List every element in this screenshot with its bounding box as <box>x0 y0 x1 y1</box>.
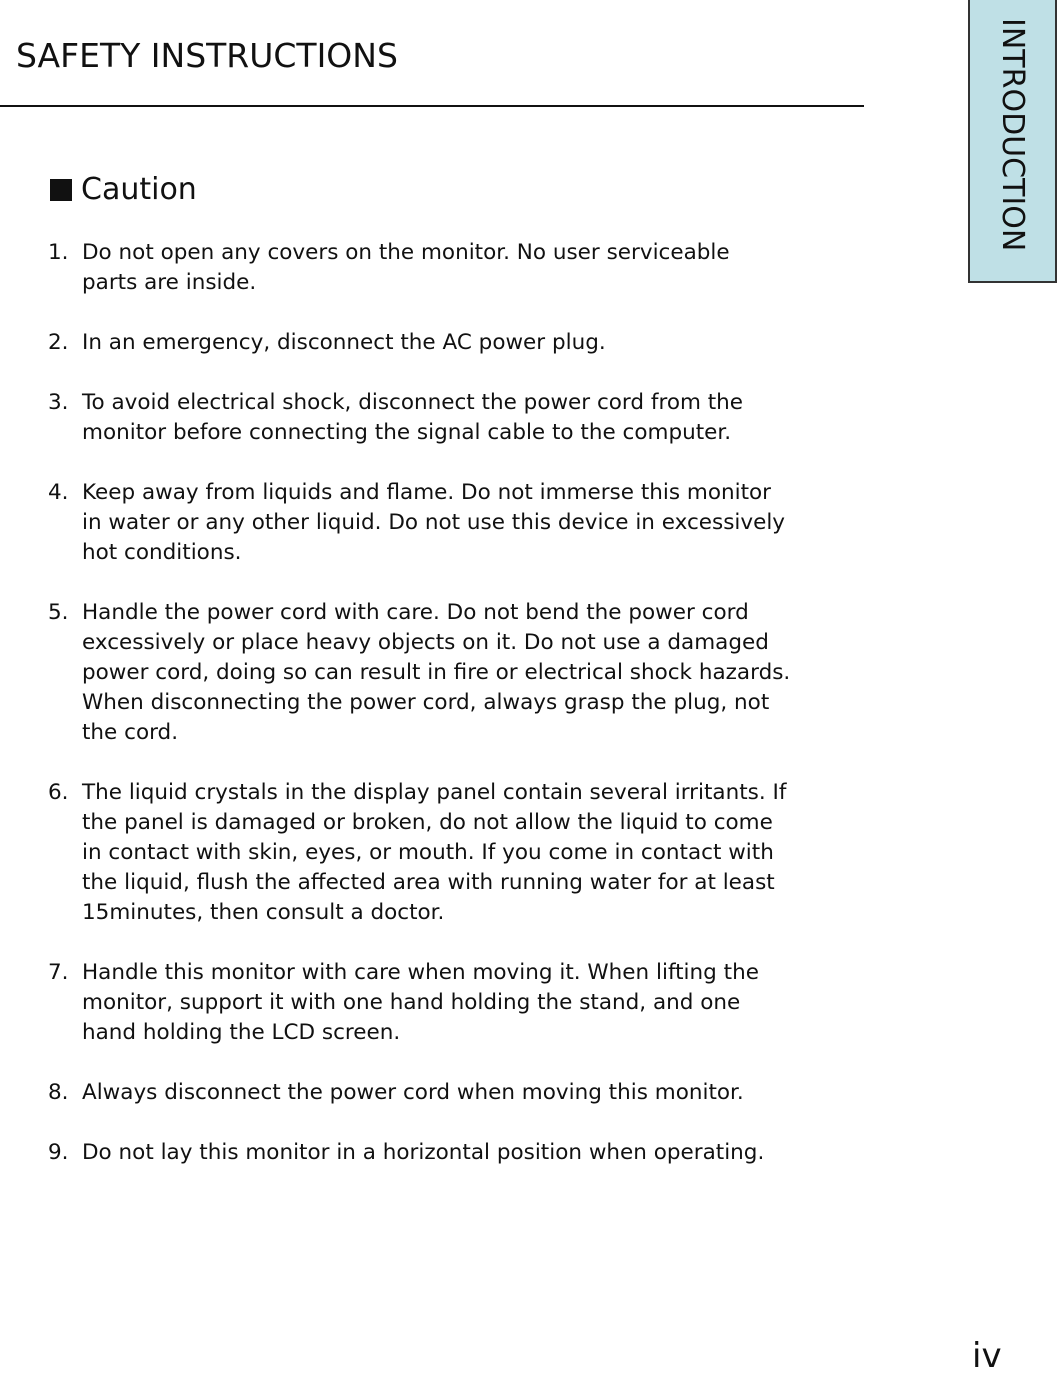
item-text-line: the liquid, flush the affected area with running water for at least <box>82 870 775 895</box>
item-text <box>80 478 878 568</box>
item-text-line: The liquid crystals in the display panel contain several irritants. If <box>82 780 787 805</box>
list-item <box>48 1078 878 1108</box>
title-divider <box>0 105 864 107</box>
item-text-line: monitor before connecting the signal cable to the computer. <box>82 420 732 445</box>
item-text-line: hot conditions. <box>82 540 242 565</box>
list-item <box>48 598 878 748</box>
item-number: 7. <box>48 960 69 985</box>
page-title: SAFETY INSTRUCTIONS <box>16 36 398 75</box>
item-text-line: in water or any other liquid. Do not use this device in excessively <box>82 510 786 535</box>
list-item <box>48 328 878 358</box>
page-number: iv <box>972 1336 1002 1376</box>
item-text-line: monitor, support it with one hand holding the stand, and one <box>82 990 741 1015</box>
item-text <box>80 1078 878 1108</box>
list-item <box>48 1138 878 1168</box>
item-text-line: the panel is damaged or broken, do not allow the liquid to come <box>82 810 773 835</box>
list-item <box>48 388 878 448</box>
item-text-line: Keep away from liquids and flame. Do not immerse this monitor <box>82 480 772 505</box>
item-number: 5. <box>48 600 69 625</box>
item-text <box>80 1138 878 1168</box>
item-number: 6. <box>48 780 69 805</box>
black-square-icon <box>50 179 72 201</box>
item-text-line: hand holding the LCD screen. <box>82 1020 401 1045</box>
side-tab-introduction <box>968 0 1057 283</box>
item-number: 4. <box>48 480 69 505</box>
item-text-line: Always disconnect the power cord when moving this monitor. <box>82 1080 744 1105</box>
item-text-line: To avoid electrical shock, disconnect the power cord from the <box>82 390 744 415</box>
item-text-line: Handle this monitor with care when moving it. When lifting the <box>82 960 759 985</box>
item-text-line: In an emergency, disconnect the AC power plug. <box>82 330 606 355</box>
item-text-line: in contact with skin, eyes, or mouth. If you come in contact with <box>82 840 774 865</box>
item-number: 8. <box>48 1080 69 1105</box>
item-text-line: parts are inside. <box>82 270 257 295</box>
list-item <box>48 478 878 568</box>
section-heading-label: Caution <box>81 172 197 207</box>
list-item <box>48 778 878 928</box>
item-text <box>80 238 878 298</box>
item-number: 1. <box>48 240 69 265</box>
list-item <box>48 958 878 1048</box>
item-text <box>80 958 878 1048</box>
item-text <box>80 328 878 358</box>
side-tab-label: INTRODUCTION <box>995 18 1030 252</box>
item-number: 3. <box>48 390 69 415</box>
item-text <box>80 598 878 748</box>
instructions-list <box>48 238 878 1198</box>
list-item <box>48 238 878 298</box>
item-number: 2. <box>48 330 69 355</box>
item-text-line: Handle the power cord with care. Do not bend the power cord <box>82 600 749 625</box>
item-text-line: Do not open any covers on the monitor. No user serviceable <box>82 240 730 265</box>
item-text-line: the cord. <box>82 720 179 745</box>
section-heading <box>50 172 197 207</box>
item-text <box>80 778 878 928</box>
item-text-line: When disconnecting the power cord, always grasp the plug, not <box>82 690 770 715</box>
item-number: 9. <box>48 1140 69 1165</box>
item-text-line: 15minutes, then consult a doctor. <box>82 900 445 925</box>
item-text-line: power cord, doing so can result in fire or electrical shock hazards. <box>82 660 791 685</box>
item-text-line: Do not lay this monitor in a horizontal position when operating. <box>82 1140 765 1165</box>
item-text-line: excessively or place heavy objects on it. Do not use a damaged <box>82 630 769 655</box>
item-text <box>80 388 878 448</box>
